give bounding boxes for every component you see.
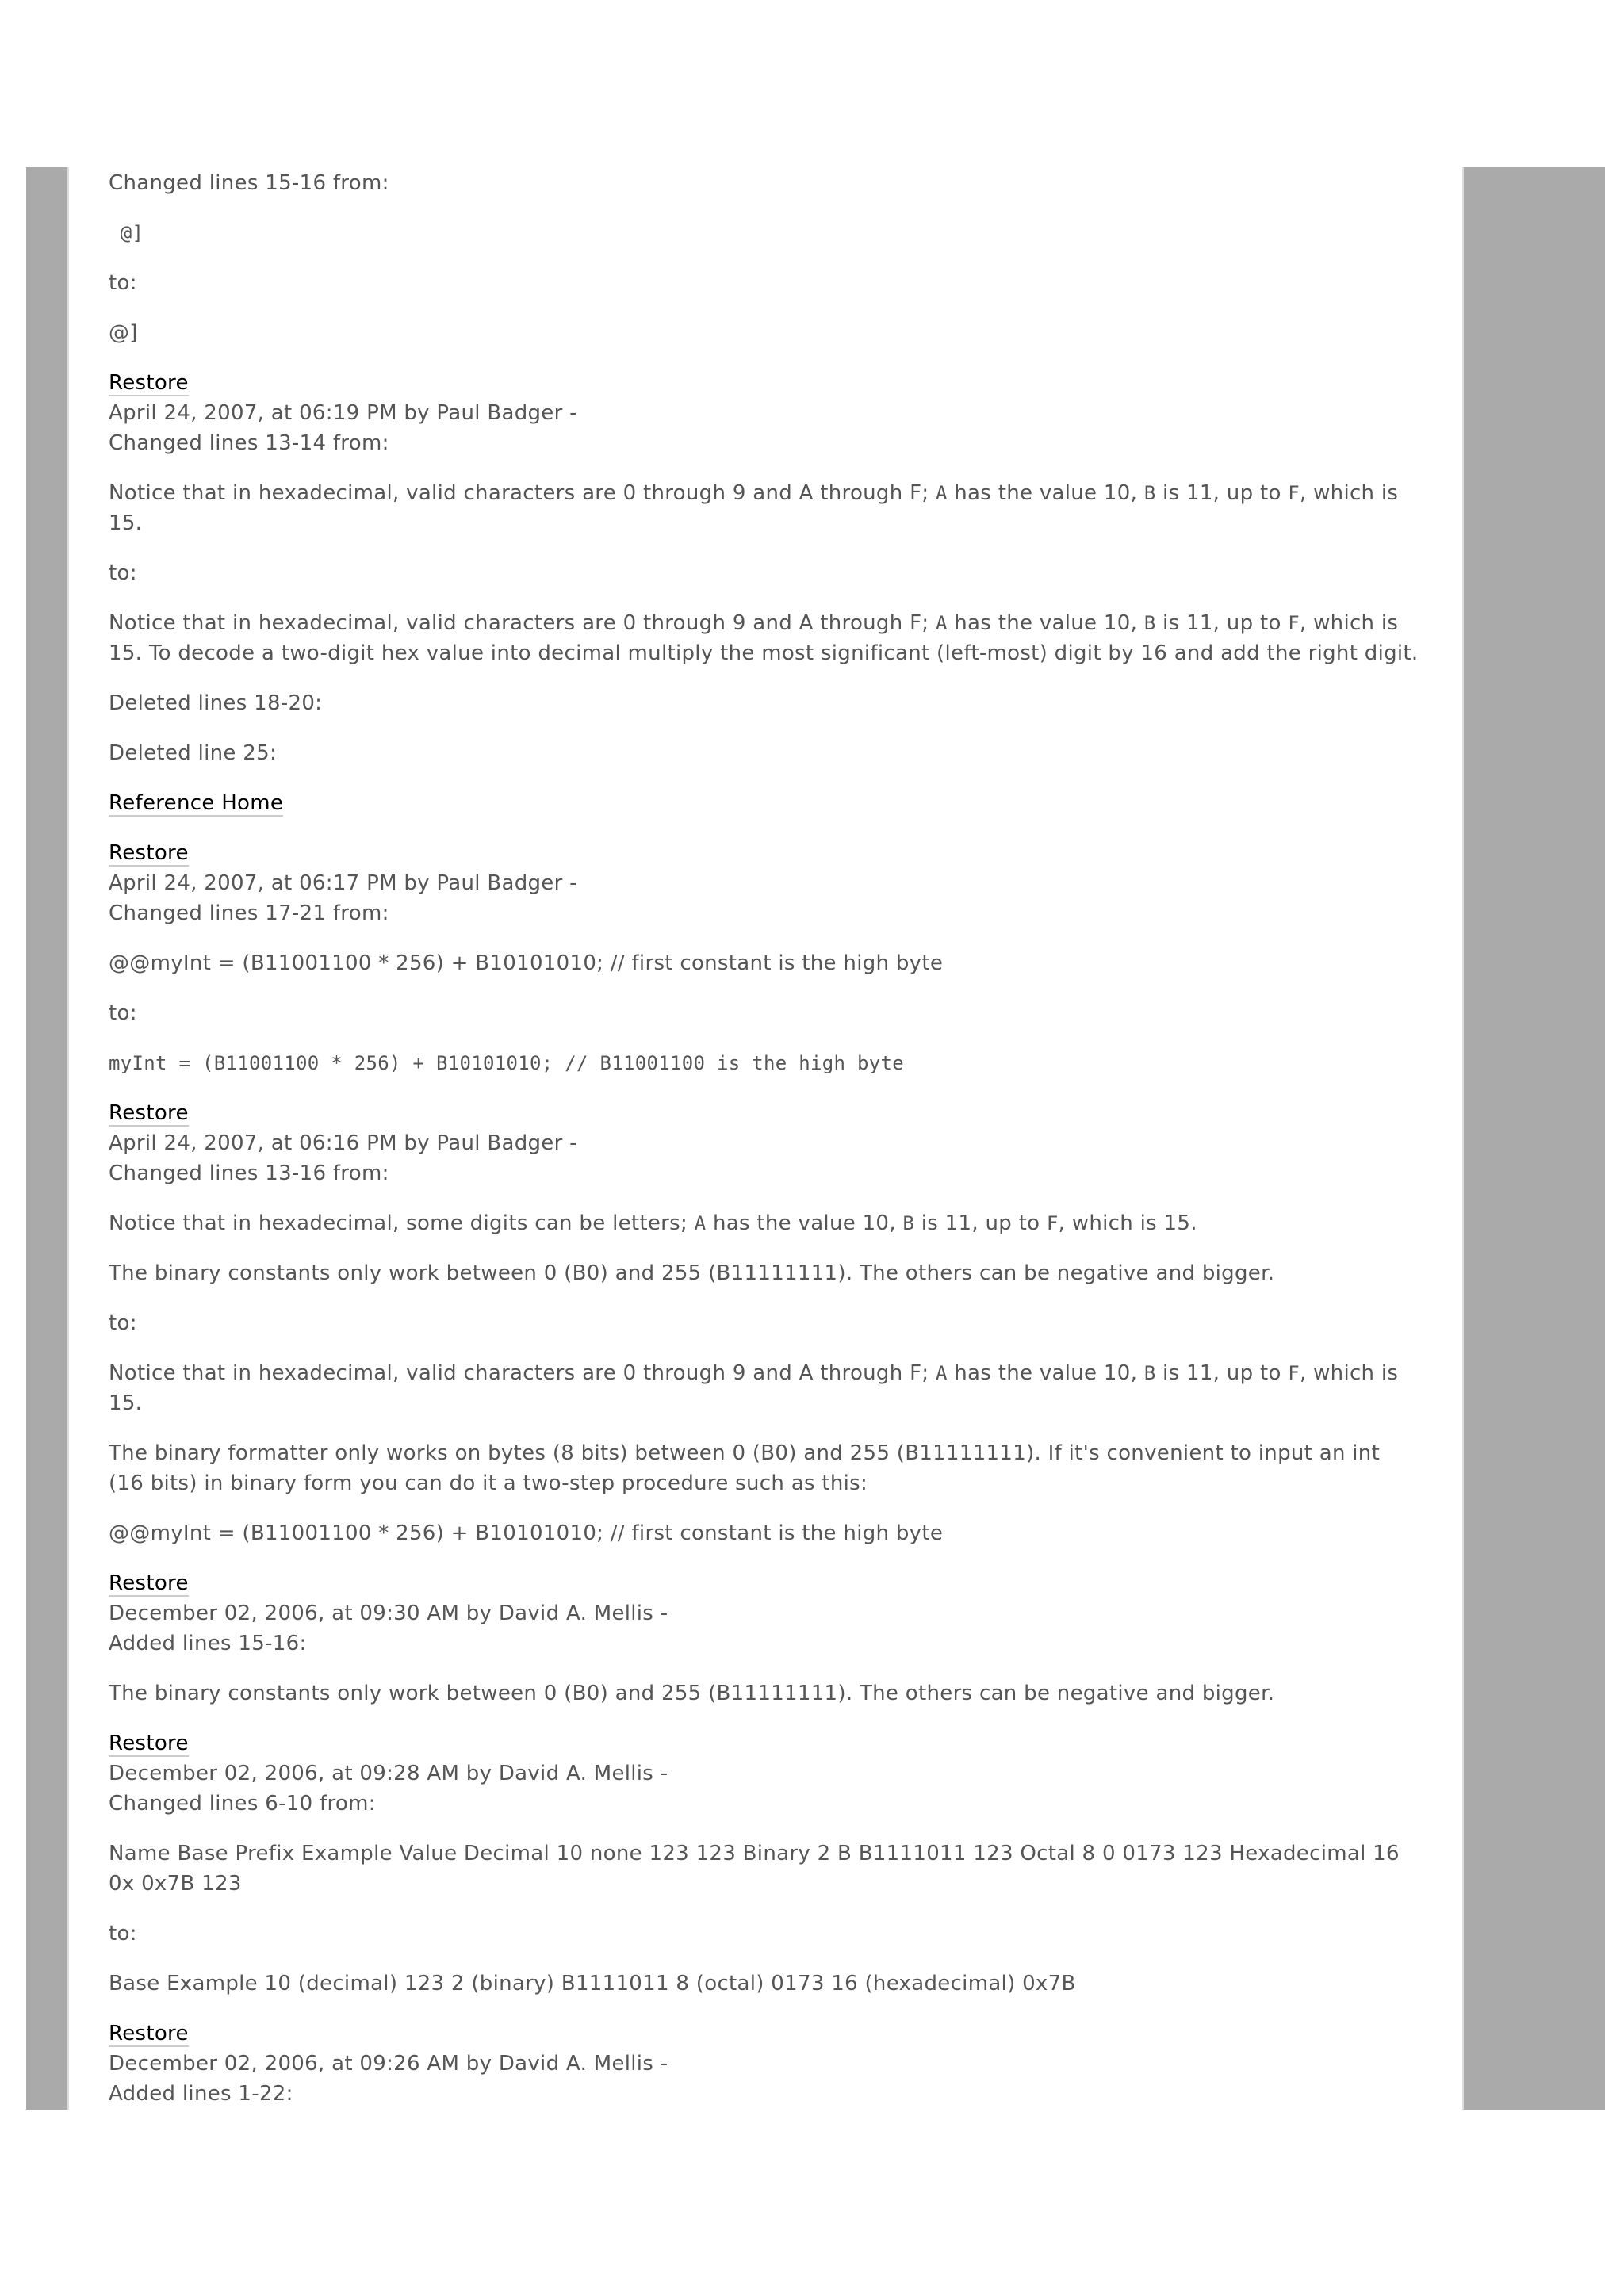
change-label: Changed lines 17-21 from: (109, 901, 389, 925)
restore-link[interactable]: Restore (109, 1732, 189, 1755)
code-inline: F (1288, 1362, 1300, 1384)
change-label: Changed lines 13-14 from: (109, 431, 389, 455)
diff-from-text (109, 478, 1421, 538)
text-run: , which is 15. (1058, 1211, 1197, 1235)
diff-to-text: The binary formatter only works on bytes (8 bits) between 0 (B0) and 255 (B11111111). If it's convenient to input an int (16 bits) in binary form you can do it a two-step procedure such as this: (109, 1441, 1381, 1495)
restore-link[interactable]: Restore (109, 1101, 189, 1125)
code-text: @] (109, 222, 144, 244)
to-label: to: (109, 1001, 137, 1025)
deleted-label: Deleted lines 18-20: (109, 691, 323, 715)
revision-meta: April 24, 2007, at 06:16 PM by Paul Badger - (109, 1131, 577, 1155)
change-label: Changed lines 15-16 from: (109, 171, 389, 195)
revision-meta: December 02, 2006, at 09:28 AM by David A. Mellis - (109, 1762, 668, 1785)
change-label: Changed lines 13-16 from: (109, 1161, 389, 1185)
text-run: has the value 10, (947, 481, 1144, 505)
diff-to-text: Base Example 10 (decimal) 123 2 (binary) B1111011 8 (octal) 0173 16 (hexadecimal) 0x7B (109, 1972, 1076, 1996)
revision-meta: April 24, 2007, at 06:17 PM by Paul Badger - (109, 871, 577, 895)
code-inline: B (902, 1212, 915, 1234)
text-run: Notice that in hexadecimal, valid characters are 0 through 9 and A through F; (109, 1361, 936, 1385)
diff-from-text (109, 1208, 1421, 1238)
text-run: , which is 15. (109, 481, 1399, 535)
diff-to-text: @@myInt = (B11001100 * 256) + B10101010; // first constant is the high byte (109, 1521, 944, 1545)
text-run: , which is 15. (109, 1361, 1399, 1415)
to-label: to: (109, 1311, 137, 1335)
code-inline: B (1143, 1362, 1156, 1384)
revision-entry (109, 2019, 1421, 2109)
code-inline: A (694, 1212, 707, 1234)
code-inline: F (1046, 1212, 1059, 1234)
code-inline: B (1143, 482, 1156, 504)
code-inline: F (1288, 482, 1300, 504)
code-inline: F (1288, 612, 1300, 634)
to-label: to: (109, 271, 137, 295)
code-inline: A (935, 612, 948, 634)
restore-link[interactable]: Restore (109, 371, 189, 395)
diff-to-text (109, 1358, 1421, 1418)
diff-from-text: The binary constants only work between 0 (B0) and 255 (B11111111). The others can be negative and bigger. (109, 1261, 1275, 1285)
right-side-bar (1462, 167, 1605, 2110)
text-run: has the value 10, (947, 1361, 1144, 1385)
revision-meta: April 24, 2007, at 06:19 PM by Paul Badger - (109, 401, 577, 425)
text-run: is 11, up to (1155, 611, 1289, 635)
page-history-content (109, 168, 1421, 2129)
deleted-label: Deleted line 25: (109, 741, 278, 765)
revision-entry (109, 1098, 1421, 1188)
code-to: myInt = (B11001100 * 256) + B10101010; // B11001100 is the high byte (109, 1052, 904, 1074)
text-run: is 11, up to (914, 1211, 1047, 1235)
revision-entry (109, 1568, 1421, 1659)
restore-link[interactable]: Restore (109, 841, 189, 865)
added-label: Added lines 15-16: (109, 1632, 307, 1655)
code-from (109, 218, 1421, 248)
reference-home-link[interactable]: Reference Home (109, 791, 284, 815)
text-run: is 11, up to (1155, 1361, 1289, 1385)
revision-entry (109, 838, 1421, 928)
left-side-bar (26, 167, 69, 2110)
revision-entry (109, 368, 1421, 458)
restore-link[interactable]: Restore (109, 1571, 189, 1595)
revision-meta: December 02, 2006, at 09:26 AM by David A. Mellis - (109, 2052, 668, 2076)
added-label: Added lines 1-22: (109, 2082, 293, 2106)
to-label: to: (109, 1922, 137, 1946)
text-run: has the value 10, (947, 611, 1144, 635)
text-run: Notice that in hexadecimal, valid characters are 0 through 9 and A through F; (109, 611, 936, 635)
revision-entry (109, 1728, 1421, 1819)
restore-link[interactable]: Restore (109, 2022, 189, 2045)
code-inline: B (1143, 612, 1156, 634)
added-text: The binary constants only work between 0 (B0) and 255 (B11111111). The others can be negative and bigger. (109, 1682, 1275, 1705)
revision-meta: December 02, 2006, at 09:30 AM by David A. Mellis - (109, 1601, 668, 1625)
text-run: has the value 10, (706, 1211, 903, 1235)
diff-to-text (109, 608, 1421, 668)
code-to: @] (109, 321, 138, 345)
change-label: Changed lines 6-10 from: (109, 1792, 376, 1816)
text-run: Notice that in hexadecimal, valid characters are 0 through 9 and A through F; (109, 481, 936, 505)
text-run: is 11, up to (1155, 481, 1289, 505)
to-label: to: (109, 561, 137, 585)
code-inline: A (935, 482, 948, 504)
diff-from-text: Name Base Prefix Example Value Decimal 10 none 123 123 Binary 2 B B1111011 123 Octal 8 0 0173 123 Hexadecimal 16 0x 0x7B 123 (109, 1842, 1400, 1896)
diff-from-text: @@myInt = (B11001100 * 256) + B10101010; // first constant is the high byte (109, 951, 944, 975)
text-run: Notice that in hexadecimal, some digits can be letters; (109, 1211, 695, 1235)
code-inline: A (935, 1362, 948, 1384)
text-run: , which is 15. To decode a two-digit hex value into decimal multiply the most significant (left-most) digit by 16 and add the right digit. (109, 611, 1419, 665)
